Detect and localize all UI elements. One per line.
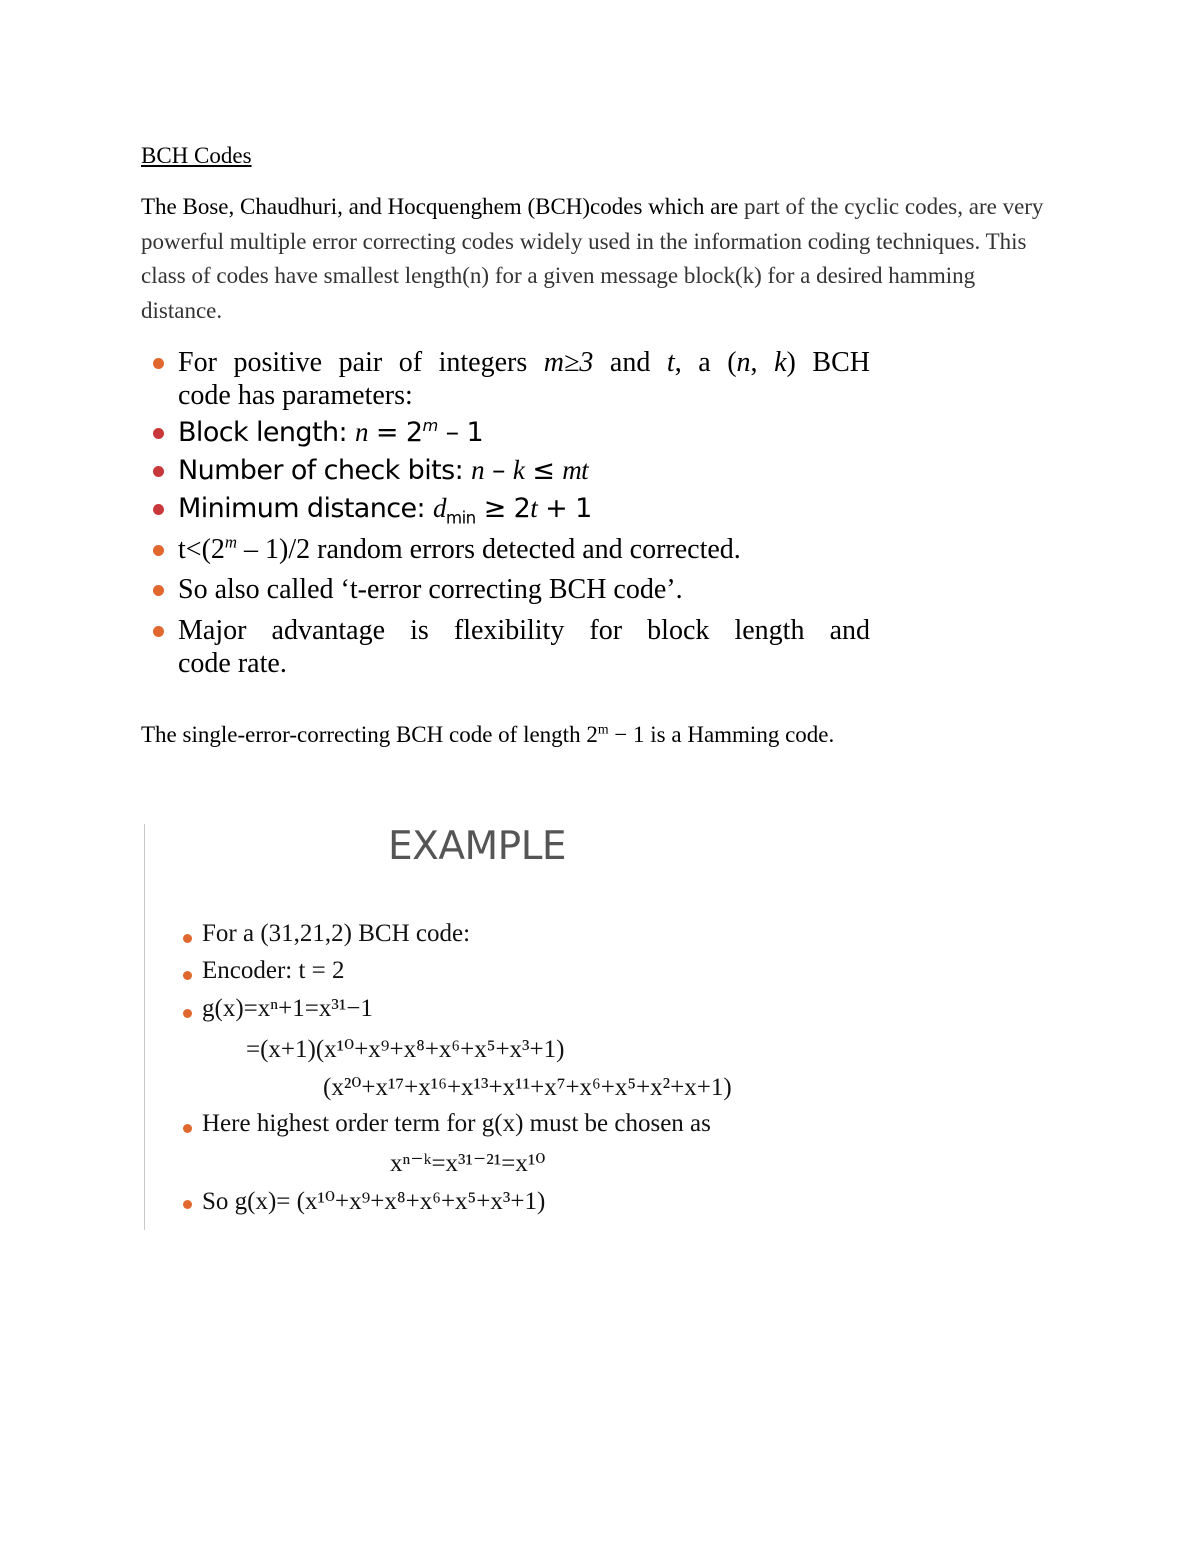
bullet-icon xyxy=(153,358,164,369)
example-factor-line-2: (x²⁰+x¹⁷+x¹⁶+x¹³+x¹¹+x⁷+x⁶+x⁵+x²+x+1) xyxy=(323,1074,732,1101)
example-code-line: For a (31,21,2) BCH code: xyxy=(202,920,471,947)
params-intro-line2: code has parameters: xyxy=(178,380,413,411)
bullet-icon xyxy=(153,626,164,637)
example-factor-line-1: =(x+1)(x¹⁰+x⁹+x⁸+x⁶+x⁵+x³+1) xyxy=(246,1036,565,1063)
bullet-icon xyxy=(153,466,164,477)
params-intro-line1: For positive pair of integers m≥3 and t, a (n, k) BCH xyxy=(178,347,870,378)
example-title: EXAMPLE xyxy=(388,824,567,869)
list-item-min-distance: Minimum distance: $d_{min} \ge 2t + 1$ xyxy=(150,492,870,525)
bullet-icon xyxy=(153,428,164,439)
bullet-icon xyxy=(153,585,164,596)
section-heading: BCH Codes xyxy=(141,143,252,168)
bullet-icon xyxy=(183,1124,192,1133)
intro-paragraph xyxy=(141,190,1061,328)
example-highest-order-line: Here highest order term for g(x) must be chosen as xyxy=(202,1110,711,1137)
list-item-random-errors: $t<(2^m - 1)/2$ random errors detected and corrected. xyxy=(150,533,870,566)
list-item-also-called: So also called ‘t-error correcting BCH code’. xyxy=(150,573,870,606)
example-figure xyxy=(144,824,885,1230)
bullet-icon xyxy=(153,545,164,556)
intro-text-light: part of the cyclic codes, are very powerful multiple error correcting codes widely used in the information coding techniques. This class of codes have smallest length(n) for a given message block(k) for a desired hamming distance. xyxy=(141,194,1044,323)
list-item-check-bits: Number of check bits: n – k ≤ mt xyxy=(150,454,870,487)
bullet-icon xyxy=(183,934,192,943)
example-encoder-line: Encoder: t = 2 xyxy=(202,957,345,984)
intro-text-dark: The Bose, Chaudhuri, and Hocquenghem (BCH)codes which are xyxy=(141,194,739,219)
bullet-icon xyxy=(153,504,164,515)
list-item-block-length: Block length: $n = 2^m - 1$ xyxy=(150,416,870,449)
example-so-line: So g(x)= (x¹⁰+x⁹+x⁸+x⁶+x⁵+x³+1) xyxy=(202,1188,546,1215)
list-item xyxy=(150,346,870,412)
bullet-icon xyxy=(183,1200,192,1209)
bullet-icon xyxy=(183,1009,192,1018)
bullet-icon xyxy=(183,971,192,980)
example-generator-line: g(x)=xⁿ+1=x³¹−1 xyxy=(202,995,373,1022)
hamming-note: The single-error-correcting BCH code of length $2^m - 1$ is a Hamming code. xyxy=(141,721,835,747)
list-item-advantage: Major advantage is flexibility for block length and code rate. xyxy=(150,614,870,680)
example-highest-order-expr: xⁿ⁻ᵏ=x³¹⁻²¹=x¹⁰ xyxy=(390,1150,546,1177)
bch-parameters-list xyxy=(150,346,870,680)
